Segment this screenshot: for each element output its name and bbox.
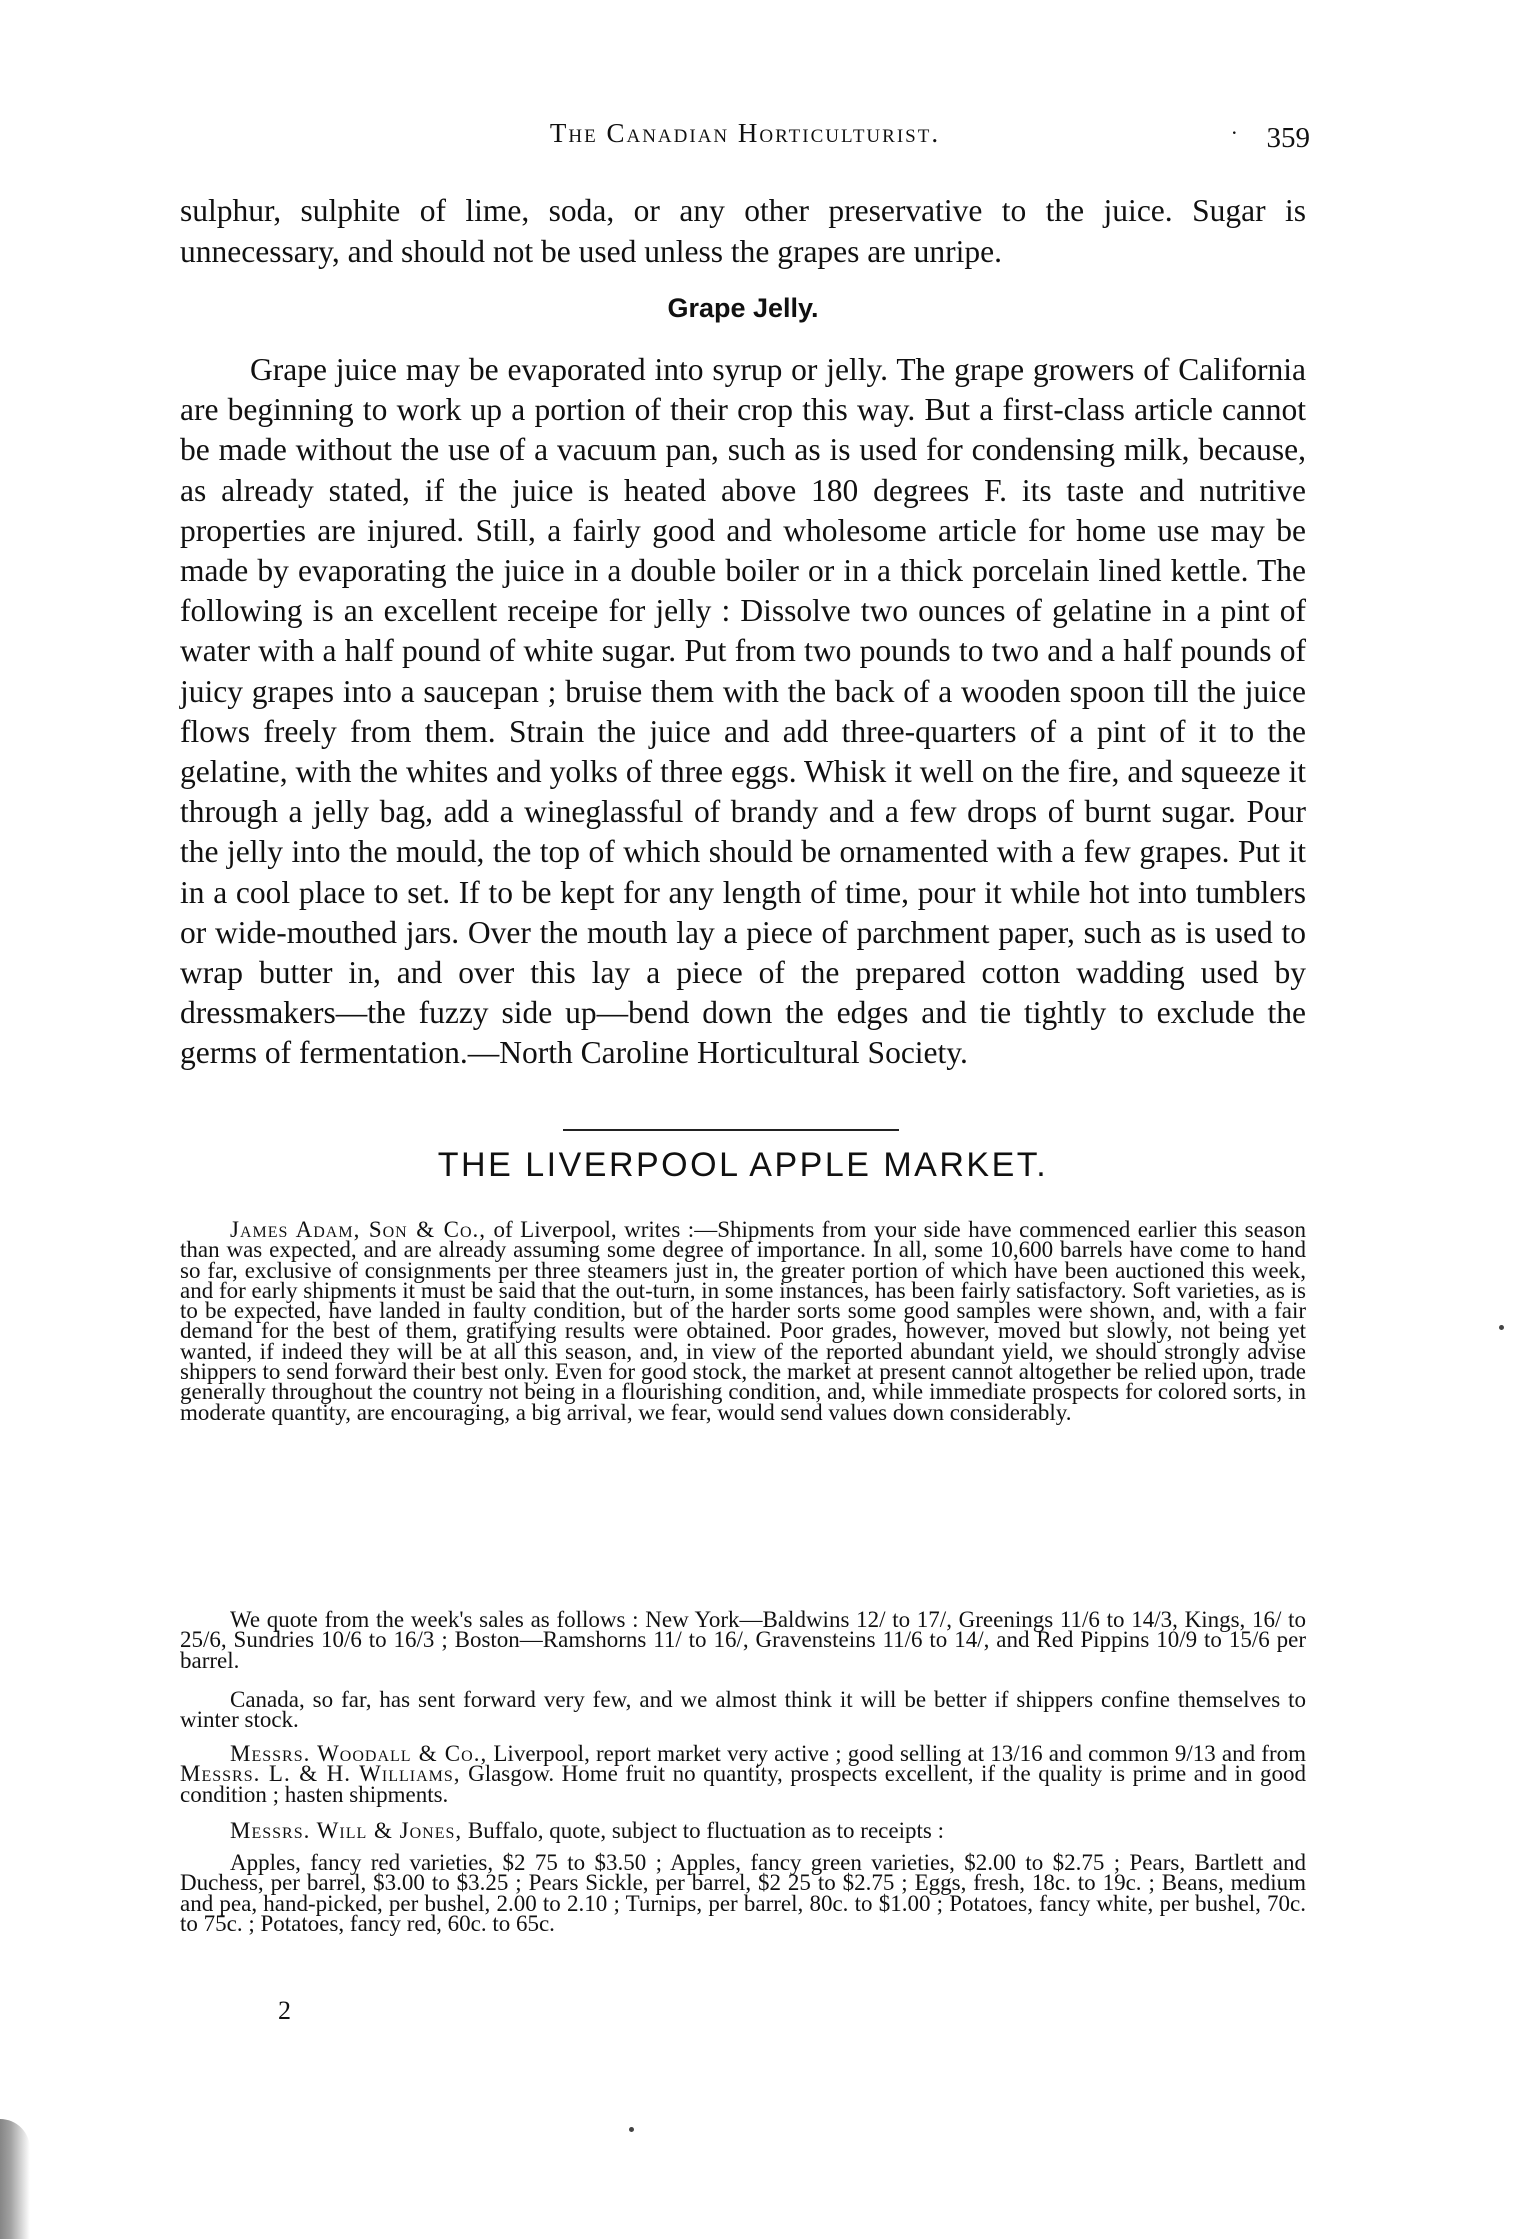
price-list-paragraph: Apples, fancy red varieties, $2 75 to $3.50 ; Apples, fancy green varieties, $2.00 to $2.75 ; Pears, Bartlett and Duchess, per barrel, $3.00 to $3.25 ; Pears Sickle, per barrel, $2 25 to $2.75 ; Eggs, fresh, 18c. to 19c. ; Beans, medium and pea, hand-picked, per bushel, 2.00 to 2.10 ; Turnips, per barrel, 80c. to $1.00 ; Potatoes, fancy white, per bushel, 70c. to 75c. ; Potatoes, fancy red, 60c. to 65c. [180,1850,1306,1936]
page-dot: · [1230,120,1238,145]
speck [629,2127,634,2132]
article-paragraph-1 [180,1217,1306,1425]
correspondent-name: Messrs. L. & H. Williams, [180,1761,461,1787]
correspondent-name: Messrs. Will & Jones, [230,1818,463,1843]
article-paragraph-4 [180,1741,1307,1807]
speck [1499,1325,1504,1330]
article-paragraph-3: Canada, so far, has sent forward very few, and we almost think it will be better if shippers confine themselves to winter stock. [180,1687,1306,1733]
correspondent-name: Messrs. Woodall & Co., [230,1741,488,1766]
section-heading: Grape Jelly. [667,293,819,323]
article-paragraph-4-text-a: Liverpool, report market very active ; good selling at 13/16 and common 9/13 and from [493,1741,1306,1766]
article-title: THE LIVERPOOL APPLE MARKET. [437,1146,1049,1184]
page-number: 359 [1266,122,1310,154]
article-paragraph-4-text-b: Glasgow. Home fruit no quantity, prospects excellent, if the quality is prime and in good condition ; hasten shipments. [180,1761,1307,1807]
signature-mark: 2 [278,1996,291,2025]
running-header [180,118,1310,158]
page-edge-smudge [0,2119,30,2239]
grape-jelly-paragraph: Grape juice may be evaporated into syrup or jelly. The grape growers of California are beginning to work up a portion of their crop this way. But a first-class article cannot be made without the use of a vacuum pan, such as is used for condensing milk, because, as already stated, if the juice is heated above 180 degrees F. its taste and nutritive properties are injured. Still, a fairly good and wholesome article for home use may be made by evaporating the juice in a double boiler or in a thick porcelain lined kettle. The following is an excellent receipe for jelly : Dissolve two ounces of gelatine in a pint of water with a half pound of white sugar. Put from two pounds to two and a half pounds of juicy grapes into a saucepan ; bruise them with the back of a wooden spoon till the juice flows freely from them. Strain the juice and add three-quarters of a pint of it to the gelatine, with the whites and yolks of three eggs. Whisk it well on the fire, and squeeze it through a jelly bag, add a wineglassful of brandy and a few drops of burnt sugar. Pour the jelly into the mould, the top of which should be ornamented with a few grapes. Put it in a cool place to set. If to be kept for any length of time, pour it while hot into tumblers or wide-mouthed jars. Over the mouth lay a piece of parchment paper, such as is used to wrap butter in, and over this lay a piece of the prepared cotton wadding used by dressmakers—the fuzzy side up—bend down the edges and tie tightly to exclude the germs of fermentation.—North Caroline Horticultural Society. [180,352,1306,1071]
article-paragraph-5 [180,1818,1306,1843]
intro-paragraph: sulphur, sulphite of lime, soda, or any other preservative to the juice. Sugar is unnecessary, and should not be used unless the grapes are unripe. [180,193,1306,269]
article-paragraph-1-text: of Liverpool, writes :—Shipments from your side have commenced earlier this season than was expected, and are already assuming some degree of importance. In all, some 10,600 barrels have come to hand so far, exclusive of consignments per three steamers just in, the greater portion of which have been auctioned this week, and for early shipments it must be said that the out-turn, in some instances, has been fairly satisfactory. Soft varieties, as is to be expected, have landed in faulty condition, but of the harder sorts some good samples were shown, and, with a fair demand for the best of them, gratifying results were obtained. Poor grades, however, moved but slowly, not being yet wanted, if indeed they will be at all this season, and, in view of the reported abundant yield, we should strongly advise shippers to send forward their best only. Even for good stock, the market at present cannot altogether be relied upon, trade generally throughout the country not being in a flourishing condition, and, while immediate prospects for colored sorts, in moderate quantity, are encouraging, a big arrival, we fear, would send values down considerably. [180,1217,1306,1425]
article-paragraph-2: We quote from the week's sales as follows : New York—Baldwins 12/ to 17/, Greenings 11/6 to 14/3, Kings, 16/ to 25/6, Sundries 10/6 to 16/3 ; Boston—Ramshorns 11/ to 16/, Gravensteins 11/6 to 14/, and Red Pippins 10/9 to 15/6 per barrel. [180,1607,1306,1673]
article-paragraph-5-text: Buffalo, quote, subject to fluctuation as to receipts : [467,1818,944,1843]
section-divider [563,1129,899,1131]
correspondent-name: James Adam, Son & Co., [230,1217,486,1242]
running-title: The Canadian Horticulturist. [549,118,941,148]
